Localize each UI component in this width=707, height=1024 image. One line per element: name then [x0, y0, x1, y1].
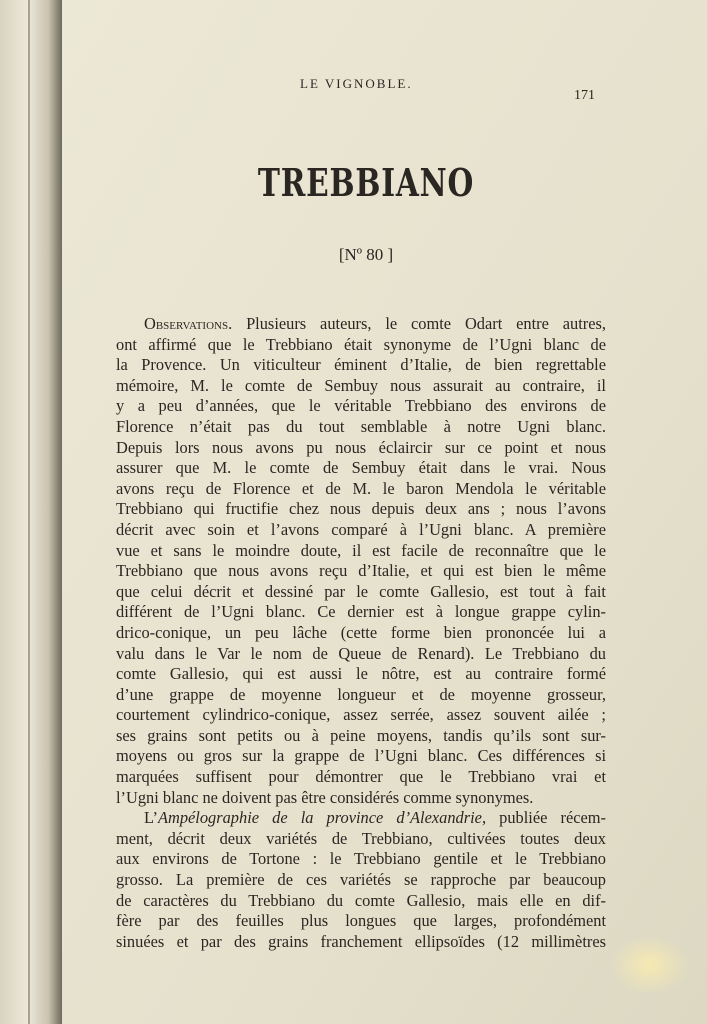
body-line: d’une grappe de moyenne longueur et de moyenne grosseur, [116, 684, 606, 704]
body-line: courtement cylindrico-conique, assez serrée, assez souvent ailée ; [116, 705, 606, 725]
body-line: décrit avec soin et l’avons comparé à l’Ugni blanc. A première [116, 519, 606, 539]
body-line: comte Gallesio, qui est aussi le nôtre, est au contraire formé [116, 664, 606, 684]
ampelo-rest: , publiée récem- [481, 808, 606, 828]
observations-label: Observations. [144, 314, 233, 333]
body-line: Trebbiano que nous avons reçu d’Italie, et qui est bien le même [116, 561, 606, 581]
body-line [116, 314, 606, 335]
body-line: valu dans le Var le nom de Queue de Renard). Le Trebbiano du [116, 643, 606, 663]
body-line: mémoire, M. le comte de Sembuy nous assurait au contraire, il [116, 375, 606, 395]
body-line: aux environs de Tortone : le Trebbiano gentile et le Trebbiano [116, 849, 606, 869]
body-line: drico-conique, un peu lâche (cette forme bien prononcée lui a [116, 622, 606, 642]
body-line: que celui décrit et dessiné par le comte Gallesio, est tout à fait [116, 581, 606, 601]
spine-fold-line [28, 0, 30, 1024]
book-spine [0, 0, 62, 1024]
body-line: Florence n’était pas du tout semblable à notre Ugni blanc. [116, 416, 606, 436]
body-line: Depuis lors nous avons pu nous éclaircir sur ce point et nous [116, 437, 606, 457]
running-head: LE VIGNOBLE. [300, 76, 413, 91]
light-glare [610, 935, 690, 995]
body-line: la Provence. Un viticulteur éminent d’Italie, de bien regrettable [116, 355, 606, 375]
body-line: grosso. La première de ces variétés se rapproche par beaucoup [116, 870, 606, 890]
book-title-italic: Ampélographie de la province d’Alexandrie [157, 808, 482, 828]
body-line: sinuées et par des grains franchement ellipsoïdes (12 millimètres [116, 931, 606, 951]
body-line: assurer que M. le comte de Sembuy était dans le vrai. Nous [116, 458, 606, 478]
body-line: fère par des feuilles plus longues que larges, profondément [116, 911, 606, 931]
body-line-text: Plusieurs auteurs, le comte Odart entre autres, [232, 314, 606, 333]
body-line: Trebbiano qui fructifie chez nous depuis deux ans ; nous l’avons [116, 499, 606, 519]
body-line: différent de l’Ugni blanc. Ce dernier est à longue grappe cylin- [116, 602, 606, 622]
body-line: vue et sans le moindre doute, il est facile de reconnaître que le [116, 540, 606, 560]
body-line: y a peu d’années, que le véritable Trebbiano des environs de [116, 396, 606, 416]
article-title: TREBBIANO [257, 160, 475, 205]
body-line: l’Ugni blanc ne doivent pas être considérés comme synonymes. [116, 787, 534, 807]
page-number: 171 [574, 88, 595, 103]
body-line: marquées suffisent pour démontrer que le Trebbiano vrai et [116, 767, 606, 787]
variety-number: [Nº 80 ] [338, 245, 394, 264]
body-line: moyens ou gros sur la grappe de l’Ugni blanc. Ces différences si [116, 746, 606, 766]
ampelo-prefix: L’ [144, 808, 158, 828]
body-line [116, 808, 606, 829]
body-line: ont affirmé que le Trebbiano était synonyme de l’Ugni blanc de [116, 334, 606, 354]
body-line: ment, décrit deux variétés de Trebbiano, cultivées toutes deux [116, 828, 606, 848]
body-line: de caractères du Trebbiano du comte Gallesio, mais elle en dif- [116, 890, 606, 910]
body-line: avons reçu de Florence et de M. le baron Mendola le véritable [116, 478, 606, 498]
body-line: ses grains sont petits ou à peine moyens, tandis qu’ils sont sur- [116, 725, 606, 745]
article-body [116, 314, 606, 952]
